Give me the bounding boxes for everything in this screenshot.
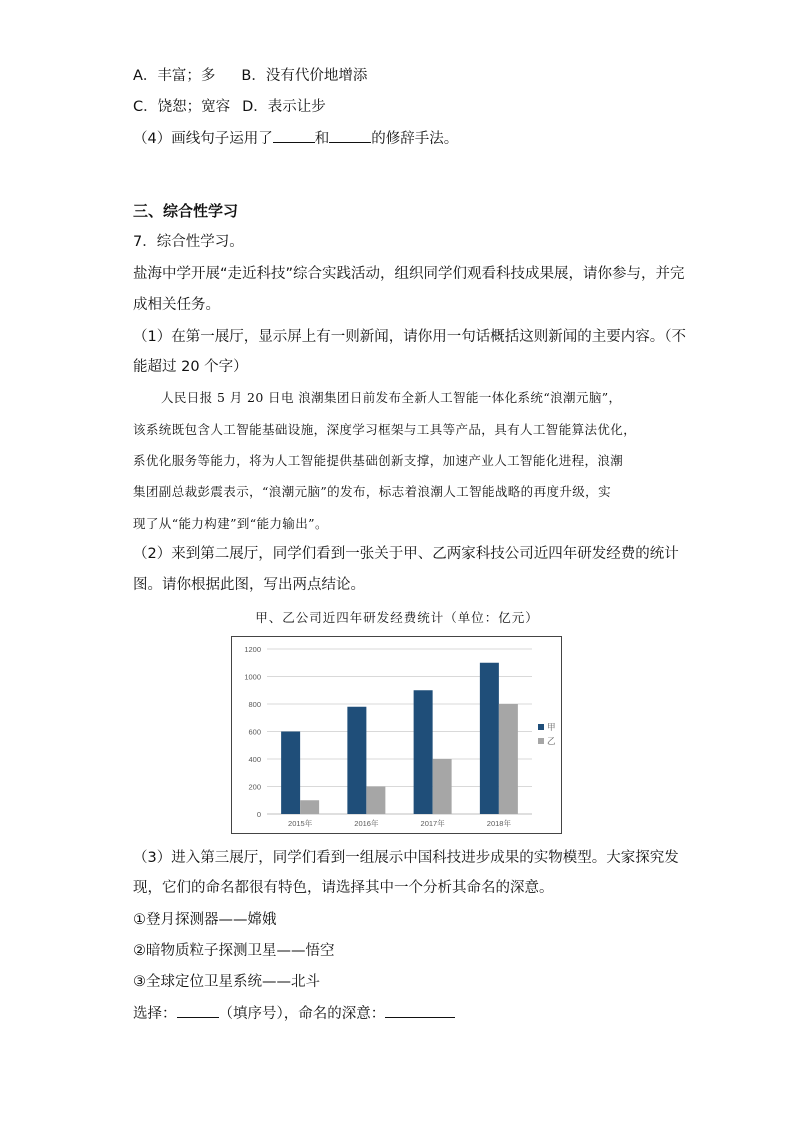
y-tick-label: 800 xyxy=(248,700,261,709)
q7-intro-2: 成相关任务。 xyxy=(133,297,220,313)
answer-blank-number[interactable] xyxy=(177,1003,219,1018)
option-b: B．没有代价地增添 xyxy=(241,68,368,84)
answer-mid: （填序号），命名的深意： xyxy=(218,1006,386,1022)
x-tick-label: 2017年 xyxy=(420,819,445,828)
option-d: D．表示让步 xyxy=(242,99,326,115)
y-tick-label: 1200 xyxy=(244,645,261,654)
y-tick-label: 1000 xyxy=(244,672,261,682)
q4-blank-2[interactable] xyxy=(329,128,371,143)
q7-part3-2: 现，它们的命名都很有特色，请选择其中一个分析其命名的深意。 xyxy=(133,880,554,896)
y-tick-label: 200 xyxy=(248,782,261,792)
q7-part1-1: （1）在第一展厅，显示屏上有一则新闻，请你用一句话概括这则新闻的主要内容。（不 xyxy=(133,329,686,345)
q4-blank-1[interactable] xyxy=(273,128,315,143)
x-tick-label: 2015年 xyxy=(288,819,313,828)
legend-label: 甲 xyxy=(547,722,556,732)
q7-part2-1: （2）来到第二展厅，同学们看到一张关于甲、乙两家科技公司近四年研发经费的统计 xyxy=(133,546,679,562)
q4-pre: （4）画线句子运用了 xyxy=(133,131,273,147)
y-tick-label: 600 xyxy=(248,727,261,737)
item-3: ③全球定位卫星系统——北斗 xyxy=(133,974,320,990)
answer-line xyxy=(133,1003,455,1024)
bar-yi xyxy=(366,787,385,815)
news-line-2: 该系统既包含人工智能基础设施，深度学习框架与工具等产品，具有人工智能算法优化， xyxy=(133,422,637,437)
options-line-2 xyxy=(133,97,326,117)
bar-yi xyxy=(433,759,452,814)
section-title: 三、综合性学习 xyxy=(133,202,239,220)
y-tick-label: 0 xyxy=(256,810,261,819)
item-2: ②暗物质粒子探测卫星——悟空 xyxy=(133,943,335,959)
q7-part2-2: 图。请你根据此图，写出两点结论。 xyxy=(133,577,365,593)
legend-label: 乙 xyxy=(547,736,556,746)
option-c: C．饶恕；宽容 xyxy=(133,99,231,115)
legend-swatch xyxy=(538,724,544,730)
q7-title: 7．综合性学习。 xyxy=(133,234,244,250)
bar-jia xyxy=(347,707,366,814)
q7-part1-2: 能超过 20 个字） xyxy=(133,359,248,375)
bar-yi xyxy=(499,704,518,814)
q7-intro-1: 盐海中学开展“走近科技”综合实践活动，组织同学们观看科技成果展，请你参与，并完 xyxy=(133,266,685,282)
option-a: A．丰富；多 xyxy=(133,68,216,84)
item-1: ①登月探测器——嫦娥 xyxy=(133,912,277,928)
bar-jia xyxy=(480,663,499,814)
news-line-1: 人民日报 5 月 20 日电 浪潮集团日前发布全新人工智能一体化系统“浪潮元脑”， xyxy=(161,390,622,405)
bar-chart xyxy=(231,636,562,834)
bar-jia xyxy=(281,732,300,815)
news-line-5: 现了从“能力构建”到“能力输出”。 xyxy=(133,516,328,531)
q4-post: 的修辞手法。 xyxy=(371,131,459,147)
question-4 xyxy=(133,128,458,149)
y-tick-label: 400 xyxy=(248,755,261,764)
q7-part3-1: （3）进入第三展厅，同学们看到一组展示中国科技进步成果的实物模型。大家探究发 xyxy=(133,850,679,866)
bar-jia xyxy=(414,690,433,814)
news-line-3: 系优化服务等能力，将为人工智能提供基础创新支撑，加速产业人工智能化进程，浪潮 xyxy=(133,453,624,468)
bar-yi xyxy=(300,800,319,814)
legend-swatch xyxy=(538,738,544,744)
x-tick-label: 2018年 xyxy=(486,819,511,828)
chart-title: 甲、乙公司近四年研发经费统计（单位：亿元） xyxy=(255,610,539,625)
q4-mid: 和 xyxy=(314,131,330,147)
news-line-4: 集团副总裁彭震表示，“浪潮元脑”的发布，标志着浪潮人工智能战略的再度升级，实 xyxy=(133,484,611,499)
x-tick-label: 2016年 xyxy=(354,819,379,828)
options-line-1 xyxy=(133,66,367,86)
answer-blank-meaning[interactable] xyxy=(385,1003,455,1018)
answer-pre: 选择： xyxy=(133,1006,177,1022)
bar-chart-svg xyxy=(232,637,561,833)
